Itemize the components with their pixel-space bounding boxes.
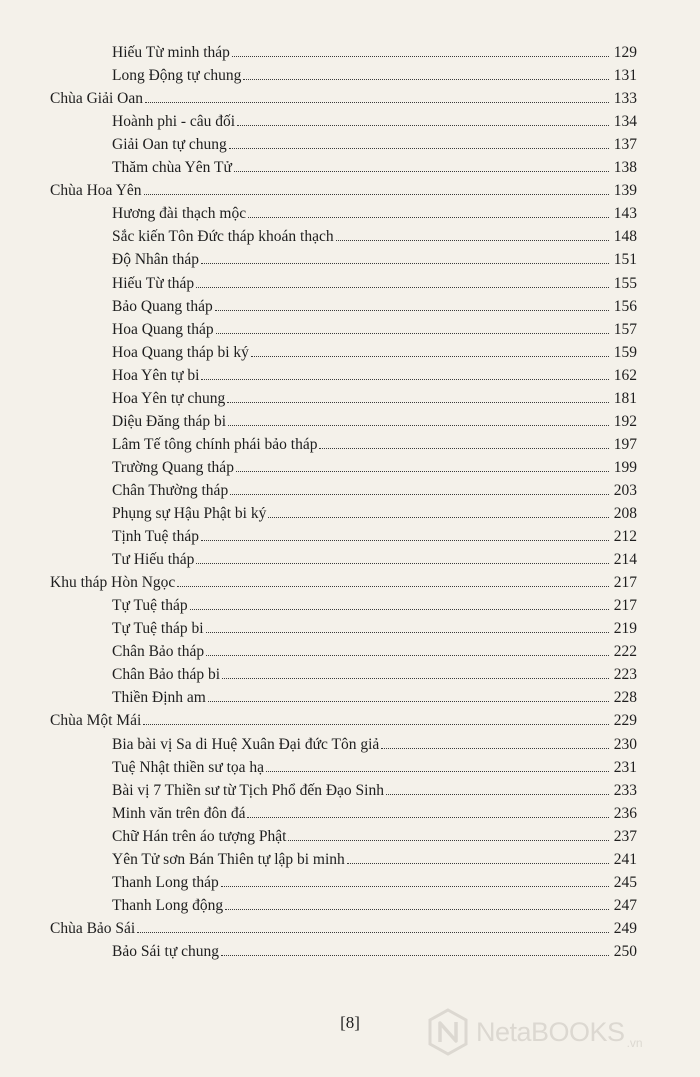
dot-leader bbox=[196, 563, 609, 564]
toc-section-entry bbox=[50, 181, 637, 203]
toc-entry-title: Sắc kiến Tôn Đức tháp khoán thạch bbox=[112, 228, 334, 246]
toc-entry-page: 228 bbox=[613, 689, 637, 707]
toc-entry-page: 222 bbox=[613, 643, 637, 661]
toc-entry-title: Hương đài thạch mộc bbox=[112, 205, 247, 223]
toc-entry-page: 143 bbox=[613, 205, 637, 223]
toc-entry bbox=[112, 481, 637, 503]
toc-entry-page: 155 bbox=[613, 274, 637, 292]
toc-entry-title: Tịnh Tuệ tháp bbox=[112, 528, 199, 546]
dot-leader bbox=[234, 171, 609, 172]
toc-entry-title: Long Động tự chung bbox=[112, 67, 242, 85]
toc-entry-page: 148 bbox=[613, 228, 637, 246]
toc-section-entry bbox=[50, 711, 637, 733]
toc-entry-title: Hiếu Từ tháp bbox=[112, 274, 195, 292]
toc-entry-page: 212 bbox=[613, 528, 637, 546]
toc-entry-page: 241 bbox=[613, 850, 637, 868]
toc-entry-title: Chùa Bảo Sái bbox=[50, 919, 136, 937]
toc-section-entry bbox=[50, 919, 637, 941]
toc-entry-page: 134 bbox=[613, 113, 637, 131]
netabooks-logo-icon bbox=[428, 1008, 468, 1056]
dot-leader bbox=[251, 356, 609, 357]
dot-leader bbox=[232, 56, 609, 57]
dot-leader bbox=[190, 609, 609, 610]
dot-leader bbox=[386, 794, 609, 795]
dot-leader bbox=[288, 840, 609, 841]
dot-leader bbox=[237, 125, 609, 126]
toc-entry-page: 151 bbox=[613, 251, 637, 269]
toc-entry bbox=[112, 135, 637, 157]
toc-entry-page: 237 bbox=[613, 827, 637, 845]
toc-entry-title: Bài vị 7 Thiền sư từ Tịch Phổ đến Đạo Sinh bbox=[112, 781, 384, 799]
toc-entry-title: Bảo Sái tự chung bbox=[112, 942, 219, 960]
toc-entry-page: 230 bbox=[613, 735, 637, 753]
toc-entry-title: Chữ Hán trên áo tượng Phật bbox=[112, 827, 287, 845]
toc-entry-page: 229 bbox=[613, 712, 637, 730]
dot-leader bbox=[201, 263, 609, 264]
toc-section-entry bbox=[50, 573, 637, 595]
toc-entry bbox=[112, 781, 637, 803]
toc-entry-title: Tuệ Nhật thiền sư tọa hạ bbox=[112, 758, 265, 776]
toc-entry bbox=[112, 504, 637, 526]
toc-entry-title: Hoa Quang tháp bi ký bbox=[112, 343, 249, 361]
toc-entry-page: 214 bbox=[613, 551, 637, 569]
dot-leader bbox=[206, 632, 609, 633]
toc-entry-page: 162 bbox=[613, 366, 637, 384]
toc-entry-page: 208 bbox=[613, 505, 637, 522]
toc-entry-page: 129 bbox=[613, 44, 637, 61]
toc-entry-page: 247 bbox=[613, 896, 637, 914]
toc-entry bbox=[112, 850, 637, 872]
toc-entry bbox=[112, 389, 637, 411]
toc-entry-page: 133 bbox=[613, 90, 637, 108]
dot-leader bbox=[247, 817, 609, 818]
toc-entry-title: Chùa Giải Oan bbox=[50, 90, 143, 108]
toc-entry bbox=[112, 758, 637, 780]
dot-leader bbox=[230, 494, 609, 495]
toc-entry bbox=[112, 873, 637, 895]
dot-leader bbox=[201, 540, 609, 541]
dot-leader bbox=[177, 586, 609, 587]
toc-entry-page: 219 bbox=[613, 620, 637, 638]
toc-entry-page: 223 bbox=[613, 666, 637, 684]
toc-entry-page: 139 bbox=[613, 182, 637, 200]
dot-leader bbox=[243, 79, 609, 80]
dot-leader bbox=[201, 379, 609, 380]
toc-entry-page: 137 bbox=[613, 136, 637, 154]
toc-entry-page: 199 bbox=[613, 458, 637, 476]
toc-entry bbox=[112, 642, 637, 664]
toc-entry-page: 236 bbox=[613, 804, 637, 822]
toc-entry bbox=[112, 158, 637, 180]
dot-leader bbox=[228, 425, 609, 426]
toc-entry bbox=[112, 665, 637, 687]
toc-entry-page: 197 bbox=[613, 435, 637, 453]
dot-leader bbox=[381, 748, 609, 749]
toc-entry-title: Độ Nhân tháp bbox=[112, 251, 199, 269]
toc-entry-page: 231 bbox=[613, 758, 637, 776]
toc-entry-title: Thăm chùa Yên Tử bbox=[112, 159, 232, 177]
watermark-brand: NetaBOOKS bbox=[476, 1016, 625, 1047]
dot-leader bbox=[225, 909, 609, 910]
toc-entry bbox=[112, 896, 637, 918]
toc-entry-title: Tự Tuệ tháp bi bbox=[112, 620, 204, 638]
toc-entry-page: 217 bbox=[613, 574, 637, 592]
toc-entry-title: Hoa Quang tháp bbox=[112, 320, 214, 338]
toc-entry bbox=[112, 204, 637, 226]
toc-entry-title: Chùa Một Mái bbox=[50, 712, 142, 730]
toc-entry bbox=[112, 619, 637, 641]
toc-entry-title: Hoành phi - câu đối bbox=[112, 113, 236, 131]
toc-entry-title: Tư Hiếu tháp bbox=[112, 551, 195, 569]
toc-entry-title: Diệu Đăng tháp bi bbox=[112, 412, 227, 430]
toc-entry-page: 203 bbox=[613, 481, 637, 499]
toc-entry-page: 156 bbox=[613, 297, 637, 315]
toc-entry bbox=[112, 227, 637, 249]
toc-entry-page: 250 bbox=[613, 942, 637, 960]
toc-entry bbox=[112, 343, 637, 365]
toc-entry-page: 138 bbox=[613, 159, 637, 177]
toc-entry-title: Trường Quang tháp bbox=[112, 458, 234, 476]
toc-entry-page: 233 bbox=[613, 781, 637, 799]
toc-entry bbox=[112, 274, 637, 296]
toc-entry-page: 131 bbox=[613, 67, 637, 85]
toc-entry-page: 157 bbox=[613, 320, 637, 338]
page-number: [8] bbox=[340, 1013, 360, 1032]
toc-entry-page: 245 bbox=[613, 873, 637, 891]
toc-entry-title: Minh văn trên đôn đá bbox=[112, 804, 246, 822]
toc-entry bbox=[112, 550, 637, 572]
toc-entry bbox=[112, 297, 637, 319]
toc-section-entry bbox=[50, 89, 637, 111]
dot-leader bbox=[221, 955, 609, 956]
toc-entry bbox=[112, 735, 637, 757]
dot-leader bbox=[236, 471, 609, 472]
toc-entry-title: Hiếu Từ minh tháp bbox=[112, 44, 230, 61]
toc-entry-page: 217 bbox=[613, 597, 637, 615]
toc-entry-title: Chân Bảo tháp bbox=[112, 643, 205, 661]
toc-entry bbox=[112, 412, 637, 434]
dot-leader bbox=[268, 517, 609, 518]
toc-entry bbox=[112, 458, 637, 480]
toc-entry-title: Hoa Yên tự bi bbox=[112, 366, 200, 384]
dot-leader bbox=[229, 148, 609, 149]
dot-leader bbox=[319, 448, 609, 449]
toc-entry bbox=[112, 320, 637, 342]
toc-entry-title: Phụng sự Hậu Phật bi ký bbox=[112, 505, 267, 522]
dot-leader bbox=[266, 771, 609, 772]
toc-entry-title: Bia bài vị Sa di Huệ Xuân Đại đức Tôn giả bbox=[112, 735, 380, 753]
dot-leader bbox=[206, 655, 609, 656]
toc-entry bbox=[112, 688, 637, 710]
toc-entry-title: Giải Oan tự chung bbox=[112, 136, 227, 154]
toc-entry bbox=[112, 366, 637, 388]
toc-entry bbox=[112, 827, 637, 849]
toc-entry-title: Yên Tử sơn Bán Thiên tự lập bi minh bbox=[112, 850, 345, 868]
toc-entry-page: 181 bbox=[613, 389, 637, 407]
dot-leader bbox=[248, 217, 609, 218]
toc-entry-title: Chân Bảo tháp bi bbox=[112, 666, 221, 684]
dot-leader bbox=[347, 863, 609, 864]
toc-entry-title: Lâm Tế tông chính phái bảo tháp bbox=[112, 435, 318, 453]
dot-leader bbox=[221, 886, 609, 887]
dot-leader bbox=[216, 333, 609, 334]
dot-leader bbox=[215, 310, 609, 311]
watermark bbox=[428, 1008, 643, 1056]
toc-entry-title: Bảo Quang tháp bbox=[112, 297, 213, 315]
toc-entry-title: Tự Tuệ tháp bbox=[112, 597, 188, 615]
dot-leader bbox=[145, 102, 609, 103]
toc-entry bbox=[112, 250, 637, 272]
toc-entry bbox=[112, 435, 637, 457]
toc-entry-title: Thanh Long tháp bbox=[112, 873, 219, 891]
toc-entry-title: Thiền Định am bbox=[112, 689, 206, 707]
toc-entry-page: 159 bbox=[613, 343, 637, 361]
toc-entry-title: Chùa Hoa Yên bbox=[50, 182, 142, 200]
dot-leader bbox=[222, 678, 609, 679]
dot-leader bbox=[143, 724, 609, 725]
dot-leader bbox=[227, 402, 609, 403]
toc-entry-title: Hoa Yên tự chung bbox=[112, 389, 226, 407]
toc-entry bbox=[112, 596, 637, 618]
dot-leader bbox=[144, 194, 609, 195]
dot-leader bbox=[137, 932, 609, 933]
watermark-suffix: .vn bbox=[626, 1036, 643, 1050]
toc-entry-page: 249 bbox=[613, 919, 637, 937]
toc-entry bbox=[112, 43, 637, 65]
toc-entry bbox=[112, 942, 637, 964]
toc-entry-page: 192 bbox=[613, 412, 637, 430]
toc-entry bbox=[112, 112, 637, 134]
toc-entry bbox=[112, 527, 637, 549]
toc-entry-title: Thanh Long động bbox=[112, 896, 224, 914]
toc-entry bbox=[112, 66, 637, 88]
dot-leader bbox=[336, 240, 609, 241]
toc-entry-title: Khu tháp Hòn Ngọc bbox=[50, 574, 176, 592]
dot-leader bbox=[196, 287, 609, 288]
toc-entry bbox=[112, 804, 637, 826]
toc-entry-title: Chân Thường tháp bbox=[112, 481, 229, 499]
dot-leader bbox=[208, 701, 609, 702]
